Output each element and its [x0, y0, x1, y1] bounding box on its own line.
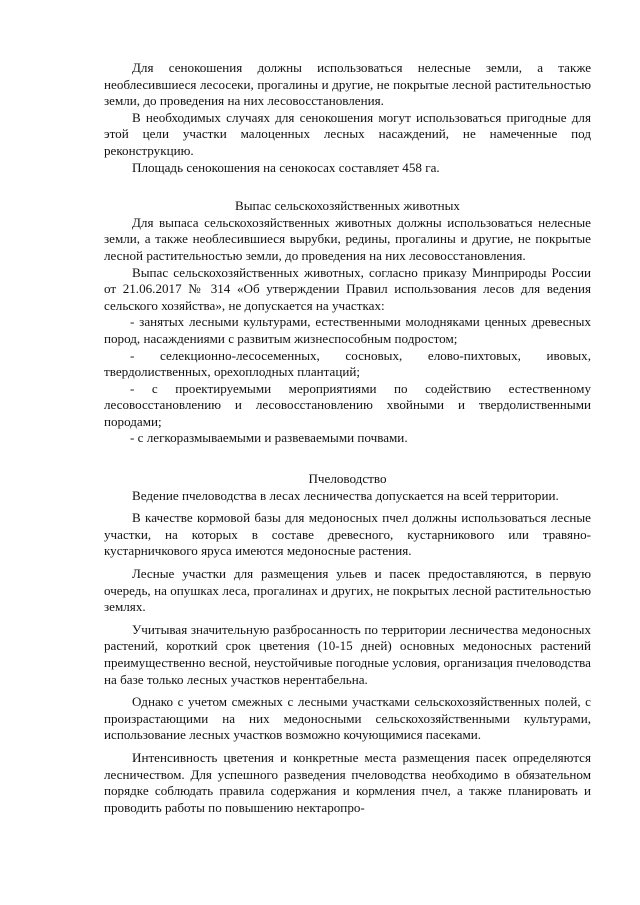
list-item-grazing-plantations: - селекционно-лесосеменных, сосновых, елово-пихтовых, ивовых, твердолиственных, орехоплодных плантаций;: [104, 347, 591, 380]
paragraph-haymaking-area: Площадь сенокошения на сенокосах составляет 458 га.: [132, 159, 440, 175]
paragraph-beekeeping-forage-base: В качестве кормовой базы для медоносных пчел должны использоваться лесные участки, на которых в составе древесного, кустарникового или травяно-кустарничкового яруса имеются медоносные растения.: [104, 510, 591, 559]
paragraph-beekeeping-flowering-intensity: Интенсивность цветения и конкретные места размещения пасек определяются лесничеством. Для успешного разведения пчеловодства необходимо в обязательном порядке соблюдать правила содержания и кормления пчел, а также планировать и проводить работы по повышению нектаропро-: [104, 749, 591, 815]
paragraph-haymaking-lands: Для сенокошения должны использоваться нелесные земли, а также необлесившиеся лесосеки, прогалины и другие, не покрытые лесной растительностью земли, до проведения на них лесовосстановления.: [104, 60, 591, 109]
paragraph-grazing-order: Выпас сельскохозяйственных животных, согласно приказу Минприроды России от 21.06.2017 № 314 «Об утверждении Правил использования лесов для ведения сельского хозяйства», не допускается на участках:: [104, 264, 591, 313]
paragraph-beekeeping-nomadic-apiaries: Однако с учетом смежных с лесными участками сельскохозяйственных полей, с произрастающими на них медоносными сельскохозяйственными культурами, использование лесных участков возможно кочующимися пасеками.: [104, 694, 591, 743]
document-page: [104, 60, 591, 816]
list-item-grazing-soils: - с легкоразмываемыми и развеваемыми почвами.: [130, 430, 408, 446]
heading-grazing: Выпас сельскохозяйственных животных: [235, 198, 460, 214]
paragraph-beekeeping-allowed: Ведение пчеловодства в лесах лесничества допускается на всей территории.: [132, 487, 559, 503]
paragraph-haymaking-low-value-stands: В необходимых случаях для сенокошения могут использоваться пригодные для этой цели участки малоценных лесных насаждений, не намеченные под реконструкцию.: [104, 109, 591, 158]
paragraph-grazing-lands: Для выпаса сельскохозяйственных животных должны использоваться нелесные земли, а также необлесившиеся вырубки, редины, прогалины и другие, не покрытые лесной растительностью земли, до проведения на них лесовосстановления.: [104, 214, 591, 263]
list-item-grazing-reforestation: - с проектируемыми мероприятиями по содействию естественному лесовосстановлению и лесовосстановлению хвойными и твердолиственными породами;: [104, 380, 591, 429]
list-item-grazing-forest-crops: - занятых лесными культурами, естественными молодняками ценных древесных пород, насаждениями с развитым жизнеспособным подростом;: [104, 314, 591, 346]
heading-beekeeping: Пчеловодство: [308, 471, 387, 487]
paragraph-beekeeping-apiary-sites: Лесные участки для размещения ульев и пасек предоставляются, в первую очередь, на опушках леса, прогалинах и других, не покрытых лесной растительностью землях.: [104, 566, 591, 615]
paragraph-beekeeping-unprofitable: Учитывая значительную разбросанность по территории лесничества медоносных растений, короткий срок цветения (10-15 дней) основных медоносных растений преимущественно весной, неустойчивые погодные условия, организация пчеловодства на базе только лесных участков нерентабельна.: [104, 621, 591, 687]
